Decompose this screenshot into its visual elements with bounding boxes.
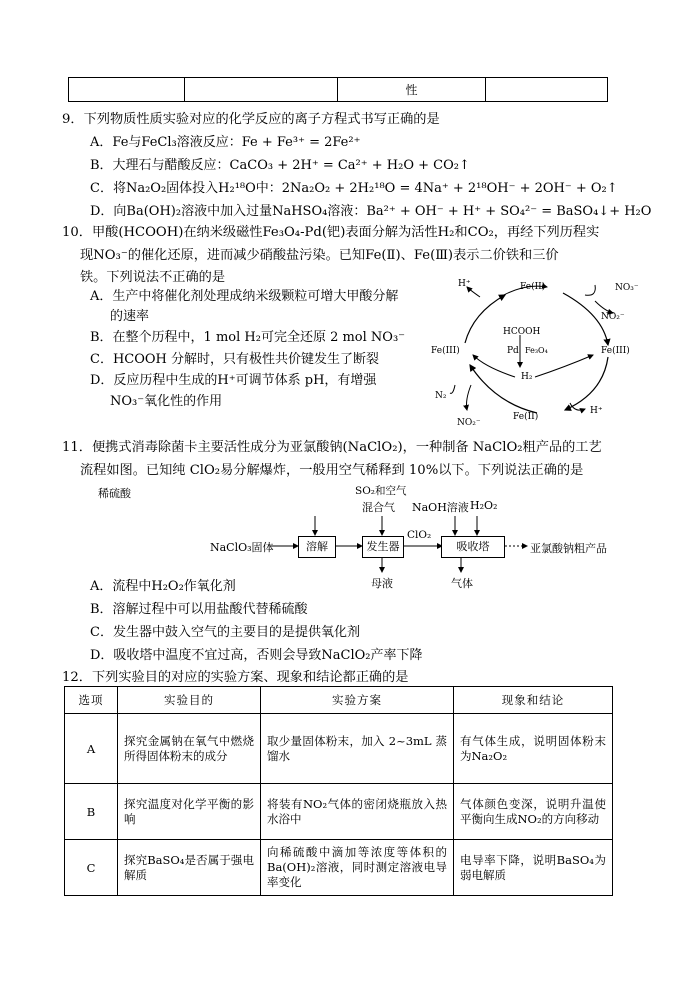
table-row [65,840,613,896]
h-plus-top-label: H⁺ [458,279,471,289]
table-cell [185,78,338,102]
previous-table-fragment [68,77,608,102]
row-option: A [65,714,118,784]
no2-bottom-label: NO₂⁻ [457,418,481,428]
q12-stem: 12．下列实验目的对应的实验方案、现象和结论都正确的是 [62,670,409,685]
q10-stem-line2: 现NO₃⁻的催化还原，进而减少硝酸盐污染。已知Fe(Ⅱ)、Fe(Ⅲ)表示二价铁和三价 [80,248,559,263]
absorber-step: 吸收塔 [441,536,505,558]
no3-top-label: NO₃⁻ [615,283,639,293]
fe3-right-label: Fe(III) [601,346,630,356]
q10-stem-line3: 铁。下列说法不正确的是 [80,270,226,285]
naclo3-solid-label: NaClO₃固体 [210,541,274,554]
gas-label: 气体 [451,577,473,590]
so2-air-label: SO₂和空气 [355,485,407,497]
naoh-solution-label: NaOH溶液 [412,501,469,514]
q11-stem-line2: 流程如图。已知纯 ClO₂易分解爆炸，一般用空气稀释到 10%以下。下列说法正确的是 [80,463,584,478]
h2-label: H₂ [521,372,533,382]
q11-option-a: A．流程中H₂O₂作氧化剂 [90,579,236,594]
row-result: 电导率下降，说明BaSO₄为弱电解质 [454,840,613,896]
q9-option-b: B．大理石与醋酸反应：CaCO₃ + 2H⁺ = Ca²⁺ + H₂O + CO₂↑ [90,158,470,173]
product-label: 亚氯酸钠粗产品 [530,542,607,555]
fe3-left-label: Fe(III) [431,346,460,356]
fe2-bottom-label: Fe(II) [513,412,539,422]
row-plan: 将装有NO₂气体的密闭烧瓶放入热水浴中 [261,784,454,840]
row-result: 有气体生成，说明固体粉末为Na₂O₂ [454,714,613,784]
q9-stem: 9．下列物质性质实验对应的化学反应的离子方程式书写正确的是 [62,112,440,127]
table-row [65,714,613,784]
catalytic-cycle-diagram [425,275,655,430]
q11-option-b: B．溶解过程中可以用盐酸代替稀硫酸 [90,602,308,617]
mixed-gas-label: 混合气 [362,501,395,514]
q11-option-d: D．吸收塔中温度不宜过高，否则会导致NaClO₂产率下降 [90,648,423,663]
h-plus-bottom-label: H⁺ [590,406,603,416]
q10-option-d: D．反应历程中生成的H⁺可调节体系 pH，有增强 [90,373,377,388]
header-purpose: 实验目的 [118,687,261,714]
q11-option-c: C．发生器中鼓入空气的主要目的是提供氧化剂 [90,625,360,640]
q10-option-c: C．HCOOH 分解时，只有极性共价键发生了断裂 [90,352,380,367]
q9-option-c: C．将Na₂O₂固体投入H₂¹⁸O中：2Na₂O₂ + 2H₂¹⁸O = 4Na⁺ + 2¹⁸OH⁻ + 2OH⁻ + O₂↑ [90,181,618,196]
experiment-table [64,686,613,896]
header-result: 现象和结论 [454,687,613,714]
header-option: 选项 [65,687,118,714]
row-purpose: 探究温度对化学平衡的影响 [118,784,261,840]
mother-liquor-label: 母液 [371,577,393,590]
generator-step: 发生器 [362,536,404,558]
q10-option-a: A．生产中将催化剂处理成纳米级颗粒可增大甲酸分解 [90,289,399,304]
table-header-row [65,687,613,714]
table-cell: 性 [338,78,486,102]
no2-right-label: NO₂⁻ [601,312,625,322]
fe3o4-label: Fe₃O₄ [525,346,548,355]
row-purpose: 探究金属钠在氧气中燃烧所得固体粉末的成分 [118,714,261,784]
row-plan: 向稀硫酸中滴加等浓度等体积的Ba(OH)₂溶液，同时测定溶液电导率变化 [261,840,454,896]
n2-label: N₂ [435,391,447,401]
row-option: B [65,784,118,840]
fe2-top-label: Fe(II) [520,282,546,292]
row-option: C [65,840,118,896]
q10-option-d-cont: NO₃⁻氧化性的作用 [110,394,223,409]
table-cell [69,78,185,102]
hcooh-label: HCOOH [503,327,541,337]
q11-stem-line1: 11．便携式消毒除菌卡主要活性成分为亚氯酸钠(NaClO₂)，一种制备 NaClO₂粗产品的工艺 [62,440,602,455]
header-plan: 实验方案 [261,687,454,714]
q10-stem-line1: 10．甲酸(HCOOH)在纳米级磁性Fe₃O₄-Pd(钯)表面分解为活性H₂和CO₂，再经下列历程实 [62,225,600,240]
row-result: 气体颜色变深，说明升温使平衡向生成NO₂的方向移动 [454,784,613,840]
q10-option-b: B．在整个历程中，1 mol H₂可完全还原 2 mol NO₃⁻ [90,330,406,345]
row-purpose: 探究BaSO₄是否属于强电解质 [118,840,261,896]
dissolve-step: 溶解 [298,536,336,558]
table-row [65,784,613,840]
q9-option-d: D．向Ba(OH)₂溶液中加入过量NaHSO₄溶液：Ba²⁺ + OH⁻ + H⁺ + SO₄²⁻ = BaSO₄↓+ H₂O [90,204,652,219]
q9-option-a: A．Fe与FeCl₃溶液反应：Fe + Fe³⁺ = 2Fe²⁺ [90,135,361,150]
dilute-acid-label: 稀硫酸 [98,487,131,500]
q10-option-a-cont: 的速率 [110,309,150,324]
pd-label: Pd [507,346,519,356]
row-plan: 取少量固体粉末，加入 2~3mL 蒸馏水 [261,714,454,784]
h2o2-label: H₂O₂ [470,499,498,512]
table-cell [486,78,608,102]
clo2-label: ClO₂ [407,529,432,541]
